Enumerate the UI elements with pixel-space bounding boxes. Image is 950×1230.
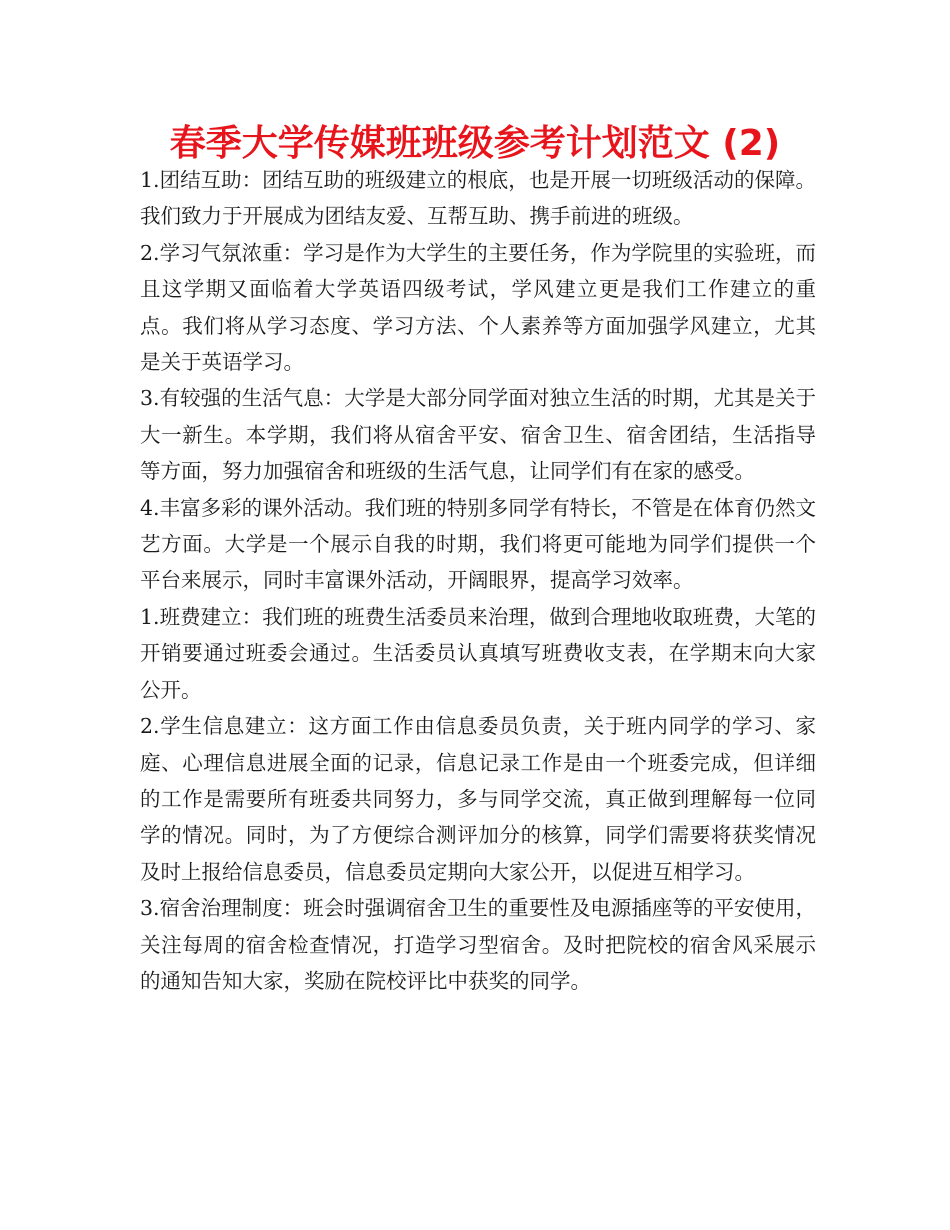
document-body xyxy=(140,162,816,999)
paragraph-2: 2.学习气氛浓重：学习是作为大学生的主要任务，作为学院里的实验班，而且这学期又面临着大学英语四级考试，学风建立更是我们工作建立的重点。我们将从学习态度、学习方法、个人素养等方面加强学风建立，尤其是关于英语学习。 xyxy=(140,240,816,375)
paragraph-6: 2.学生信息建立：这方面工作由信息委员负责，关于班内同学的学习、家庭、心理信息进展全面的记录，信息记录工作是由一个班委完成，但详细的工作是需要所有班委共同努力，多与同学交流，真正做到理解每一位同学的情况。同时，为了方便综合测评加分的核算，同学们需要将获奖情况及时上报给信息委员，信息委员定期向大家公开，以促进互相学习。 xyxy=(140,714,816,884)
paragraph-1: 1.团结互助：团结互助的班级建立的根底，也是开展一切班级活动的保障。我们致力于开展成为团结友爱、互帮互助、携手前进的班级。 xyxy=(140,168,816,229)
document-title: 春季大学传媒班班级参考计划范文 (2) xyxy=(169,123,781,164)
paragraph-7: 3.宿舍治理制度：班会时强调宿舍卫生的重要性及电源插座等的平安使用，关注每周的宿舍检查情况，打造学习型宿舍。及时把院校的宿舍风采展示的通知告知大家，奖励在院校评比中获奖的同学。 xyxy=(140,896,816,993)
paragraph-4: 4.丰富多彩的课外活动。我们班的特别多同学有特长，不管是在体育仍然文艺方面。大学是一个展示自我的时期，我们将更可能地为同学们提供一个平台来展示，同时丰富课外活动，开阔眼界，提高学习效率。 xyxy=(140,495,816,593)
paragraph-5: 1.班费建立：我们班的班费生活委员来治理，做到合理地收取班费，大笔的开销要通过班委会通过。生活委员认真填写班费收支表，在学期末向大家公开。 xyxy=(140,604,816,702)
paragraph-3: 3.有较强的生活气息：大学是大部分同学面对独立生活的时期，尤其是关于大一新生。本学期，我们将从宿舍平安、宿舍卫生、宿舍团结，生活指导等方面，努力加强宿舍和班级的生活气息，让同学们有在家的感受。 xyxy=(140,386,816,484)
